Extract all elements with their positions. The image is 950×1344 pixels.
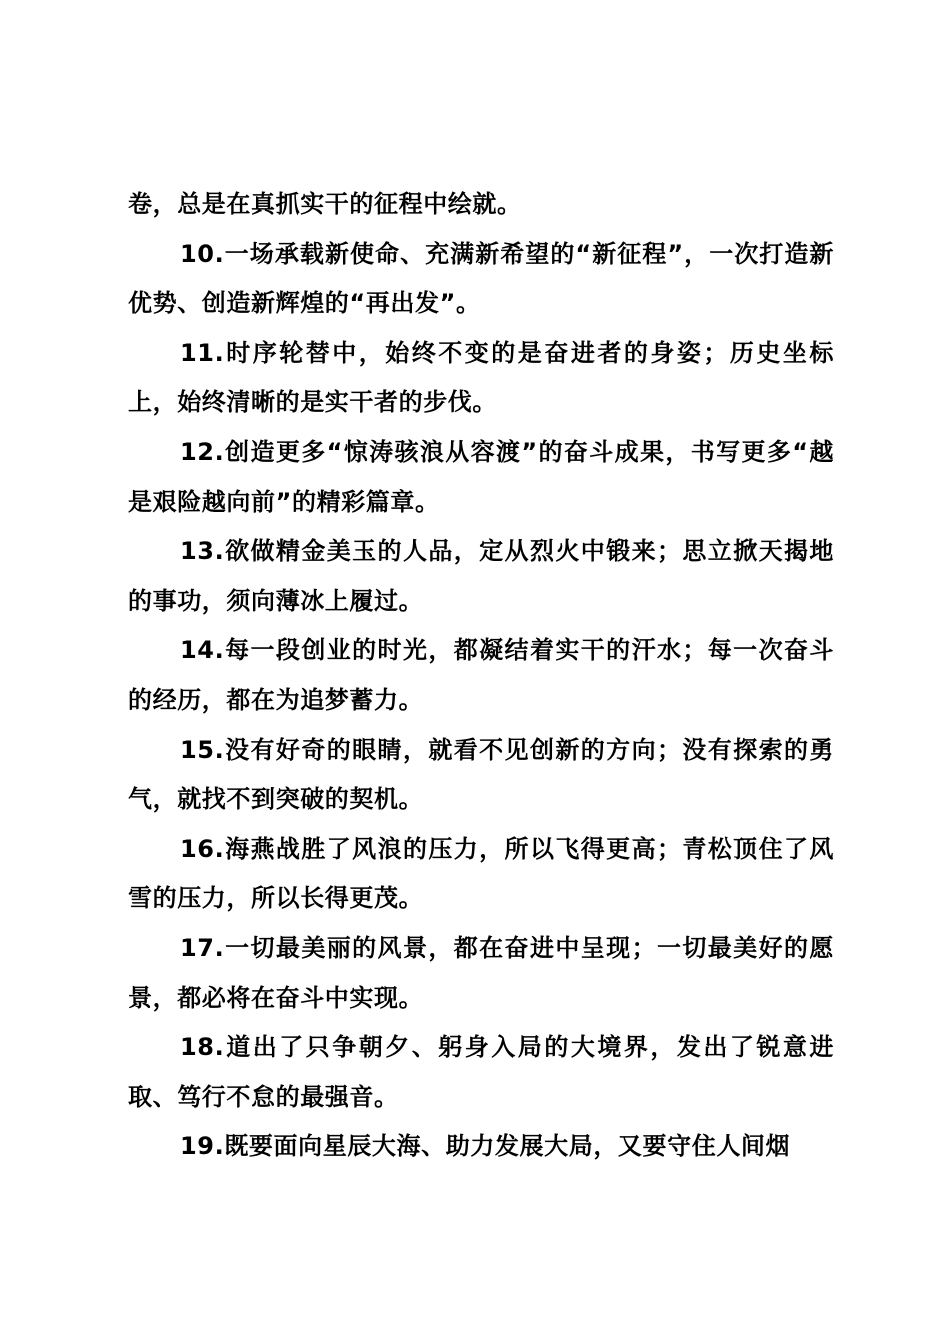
paragraph-18: 18.道出了只争朝夕、躬身入局的大境界，发出了锐意进取、笃行不怠的最强音。 <box>128 1033 834 1111</box>
paragraph-15: 15.没有好奇的眼睛，就看不见创新的方向；没有探索的勇气，就找不到突破的契机。 <box>128 735 834 814</box>
document-page <box>128 180 834 1172</box>
paragraph-16: 16.海燕战胜了风浪的压力，所以飞得更高；青松顶住了风雪的压力，所以长得更茂。 <box>128 834 834 913</box>
paragraph-11: 11.时序轮替中，始终不变的是奋进者的身姿；历史坐标上，始终清晰的是实干者的步伐。 <box>128 338 834 417</box>
paragraph-14: 14.每一段创业的时光，都凝结着实干的汗水；每一次奋斗的经历，都在为追梦蓄力。 <box>128 636 834 714</box>
paragraph-10: 10.一场承载新使命、充满新希望的“新征程”，一次打造新优势、创造新辉煌的“再出发”。 <box>128 239 834 318</box>
paragraph-17: 17.一切最美丽的风景，都在奋进中呈现；一切最美好的愿景，都必将在奋斗中实现。 <box>128 933 834 1012</box>
paragraph-13: 13.欲做精金美玉的人品，定从烈火中锻来；思立掀天揭地的事功，须向薄冰上履过。 <box>128 537 834 615</box>
paragraph-12: 12.创造更多“惊涛骇浪从容渡”的奋斗成果，书写更多“越是艰险越向前”的精彩篇章。 <box>128 437 834 516</box>
paragraph-continuation: 卷，总是在真抓实干的征程中绘就。 <box>128 190 522 218</box>
paragraph-19: 19.既要面向星辰大海、助力发展大局，又要守住人间烟 <box>180 1132 791 1161</box>
